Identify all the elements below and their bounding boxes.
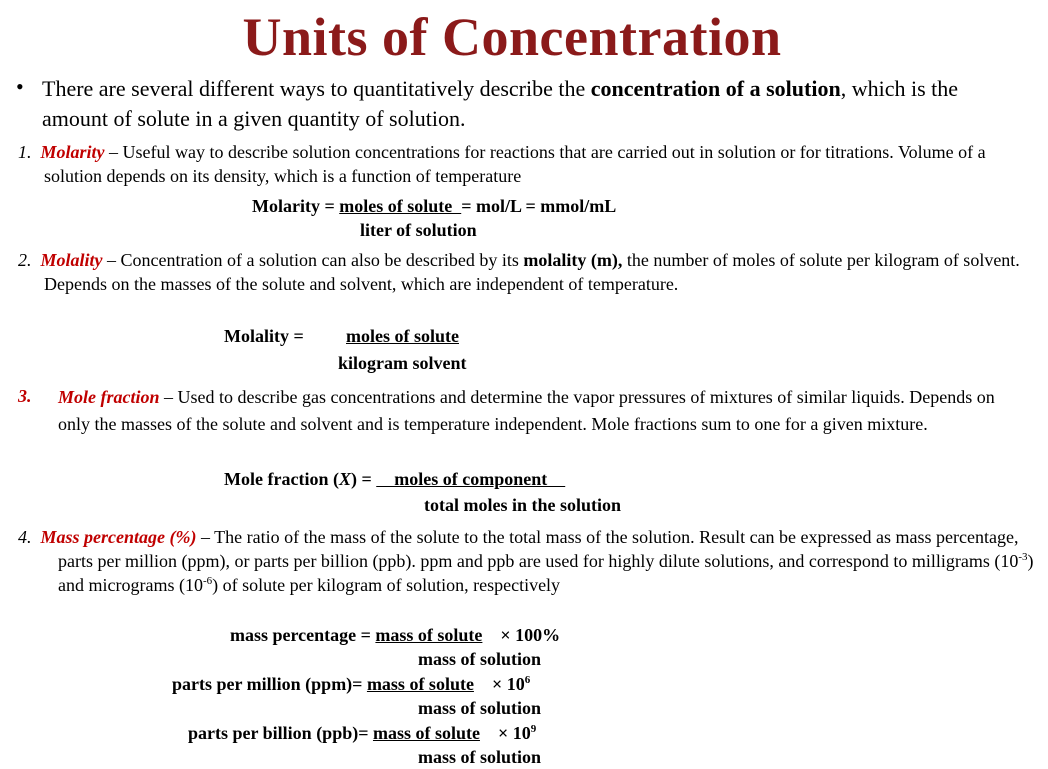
ppm-formula-exponent: 6	[524, 674, 531, 686]
mole-fraction-text: – Used to describe gas concentrations and determine the vapor pressures of mixtures of similar liquids. Depends on only the masses of the solute and solvent and is temperature independent. Mole fractions sum to one for a given mixture.	[58, 387, 995, 434]
mass-percentage-title: Mass percentage (%)	[40, 527, 197, 547]
intro-text-2: , which is the amount of solute in a given quantity of solution.	[42, 76, 959, 131]
molarity-text: – Useful way to describe solution concentrations for reactions that are carried out in solution or for titrations. Volume of a solution depends on its density, which is a function of temperature	[44, 142, 986, 186]
ppm-formula-multiplier: × 10	[491, 674, 525, 694]
molality-formula-lhs: Molality =	[224, 326, 304, 346]
molality-formula-numerator: moles of solute	[346, 326, 459, 346]
molality-paragraph	[18, 248, 1024, 296]
mole-fraction-formula-numerator: moles of component	[376, 469, 566, 489]
ppm-formula-lhs: parts per million (ppm)=	[172, 674, 367, 694]
molarity-paragraph	[18, 140, 1024, 188]
mass-percentage-text-3: ) of solute per kilogram of solution, respectively	[212, 575, 561, 595]
molality-bold-term: molality (m),	[523, 250, 623, 270]
mole-fraction-formula-lhs-a: Mole fraction (	[224, 469, 339, 489]
mass-percentage-formula-lhs: mass percentage =	[230, 625, 376, 645]
mole-fraction-paragraph	[58, 384, 998, 438]
mass-percentage-sup-2: -6	[202, 575, 213, 587]
molality-text-1: – Concentration of a solution can also be described by its	[102, 250, 524, 270]
mass-percentage-text-1: – The ratio of the mass of the solute to the total mass of the solution. Result can be expressed as mass percentage, parts per million (ppm), or parts per billion (ppb). ppm and ppb are used for highly dilute solutions, and correspond to milligrams (10	[58, 527, 1019, 571]
mass-percentage-formula-numerator: mass of solute	[375, 625, 483, 645]
ppb-formula-lhs: parts per billion (ppb)=	[188, 723, 373, 743]
mole-fraction-formula	[224, 467, 565, 491]
mass-percentage-formula-multiplier: × 100%	[500, 625, 561, 645]
intro-bold-term: concentration of a solution	[590, 76, 841, 101]
molality-title: Molality	[40, 250, 103, 270]
ppb-formula-exponent: 9	[530, 723, 537, 735]
bullet-marker: •	[16, 74, 24, 99]
molarity-formula-denominator: liter of solution	[360, 220, 477, 240]
mass-percentage-paragraph	[18, 525, 1048, 597]
mole-fraction-symbol: X	[338, 469, 351, 489]
slide-title: Units of Concentration	[242, 7, 782, 67]
molality-text-2: the number of moles of solute per kilogram of solvent. Depends on the masses of the solute and solvent, which are independent of temperature.	[44, 250, 1020, 294]
ppm-formula	[172, 672, 530, 696]
ppb-formula-multiplier: × 10	[497, 723, 531, 743]
intro-text-1: There are several different ways to quantitatively describe the	[42, 76, 591, 101]
ppb-formula	[188, 721, 536, 745]
molarity-title: Molarity	[40, 142, 105, 162]
mole-fraction-title: Mole fraction	[58, 387, 160, 407]
mass-percentage-formula-denominator: mass of solution	[418, 649, 542, 669]
molality-number: 2.	[18, 250, 32, 270]
molarity-formula-rhs: = mol/L = mmol/mL	[461, 196, 617, 216]
mole-fraction-number: 3.	[18, 386, 32, 406]
mole-fraction-formula-denominator: total moles in the solution	[424, 495, 622, 515]
molarity-number: 1.	[18, 142, 32, 162]
ppb-formula-numerator: mass of solute	[372, 723, 480, 743]
mass-percentage-text-2: ) and micrograms (10	[58, 551, 1034, 595]
intro-paragraph	[42, 74, 1002, 134]
mass-percentage-formula	[230, 623, 560, 647]
mole-fraction-formula-lhs-b: ) =	[350, 469, 377, 489]
molarity-formula	[252, 194, 616, 218]
mass-percentage-number: 4.	[18, 527, 32, 547]
ppb-formula-denominator: mass of solution	[418, 747, 542, 767]
ppm-formula-denominator: mass of solution	[418, 698, 542, 718]
molarity-formula-lhs: Molarity =	[252, 196, 340, 216]
molality-formula-denominator: kilogram solvent	[338, 353, 467, 373]
ppm-formula-numerator: mass of solute	[366, 674, 474, 694]
molarity-formula-numerator: moles of solute	[339, 196, 462, 216]
mass-percentage-sup-1: -3	[1018, 551, 1028, 563]
